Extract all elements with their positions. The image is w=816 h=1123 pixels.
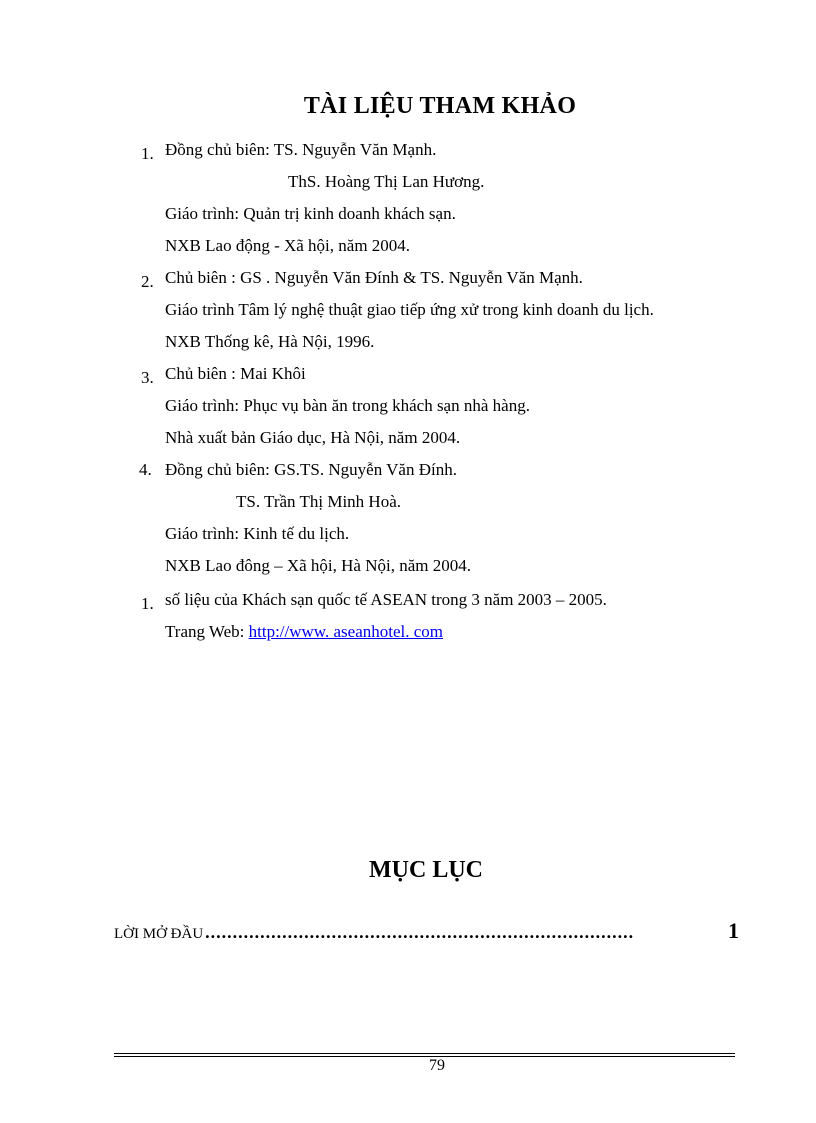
toc-leader-dots: .............................................................................. xyxy=(205,922,635,942)
reference-title-line: Giáo trình: Kinh tế du lịch. xyxy=(165,524,350,543)
web-link[interactable]: http://www. aseanhotel. com xyxy=(248,622,443,641)
reference-number: 3. xyxy=(141,368,154,387)
reference-publisher-line: NXB Thống kê, Hà Nội, 1996. xyxy=(165,332,375,351)
reference-author-line: Chủ biên : Mai Khôi xyxy=(165,364,306,383)
reference-publisher-line: NXB Lao đông – Xã hội, Hà Nội, năm 2004. xyxy=(165,556,471,575)
reference-title-line: Giáo trình Tâm lý nghệ thuật giao tiếp ứng xử trong kinh doanh du lịch. xyxy=(165,300,654,319)
page-number: 79 xyxy=(429,1057,445,1074)
reference-title-line: Giáo trình: Phục vụ bàn ăn trong khách sạn nhà hàng. xyxy=(165,396,530,415)
reference-source-line: số liệu của Khách sạn quốc tế ASEAN trong 3 năm 2003 – 2005. xyxy=(165,590,607,609)
reference-author-line: Đồng chủ biên: GS.TS. Nguyễn Văn Đính. xyxy=(165,460,457,479)
reference-coauthor-line: ThS. Hoàng Thị Lan Hương. xyxy=(288,172,485,191)
reference-title-line: Giáo trình: Quản trị kinh doanh khách sạn. xyxy=(165,204,456,223)
reference-number: 1. xyxy=(141,144,154,163)
reference-number: 4. xyxy=(139,460,152,479)
reference-author-line: Đồng chủ biên: TS. Nguyễn Văn Mạnh. xyxy=(165,140,437,159)
references-title: TÀI LIỆU THAM KHẢO xyxy=(303,93,577,119)
reference-publisher-line: NXB Lao động - Xã hội, năm 2004. xyxy=(165,236,411,255)
reference-number: 2. xyxy=(141,272,154,291)
toc-entry-page: 1 xyxy=(728,918,739,943)
reference-web-line xyxy=(165,622,443,642)
reference-author-line: Chủ biên : GS . Nguyễn Văn Đính & TS. Nguyễn Văn Mạnh. xyxy=(165,268,583,287)
reference-coauthor-line: TS. Trần Thị Minh Hoà. xyxy=(236,492,401,511)
toc-entry[interactable] xyxy=(114,918,739,944)
toc-entry-label: LỜI MỞ ĐẦU xyxy=(114,926,204,942)
toc-title: MỤC LỤC xyxy=(369,857,483,883)
footer-rule-top xyxy=(114,1053,735,1054)
reference-publisher-line: Nhà xuất bản Giáo dục, Hà Nội, năm 2004. xyxy=(165,428,461,447)
web-label: Trang Web: xyxy=(165,622,249,641)
reference-number: 1. xyxy=(141,594,154,613)
